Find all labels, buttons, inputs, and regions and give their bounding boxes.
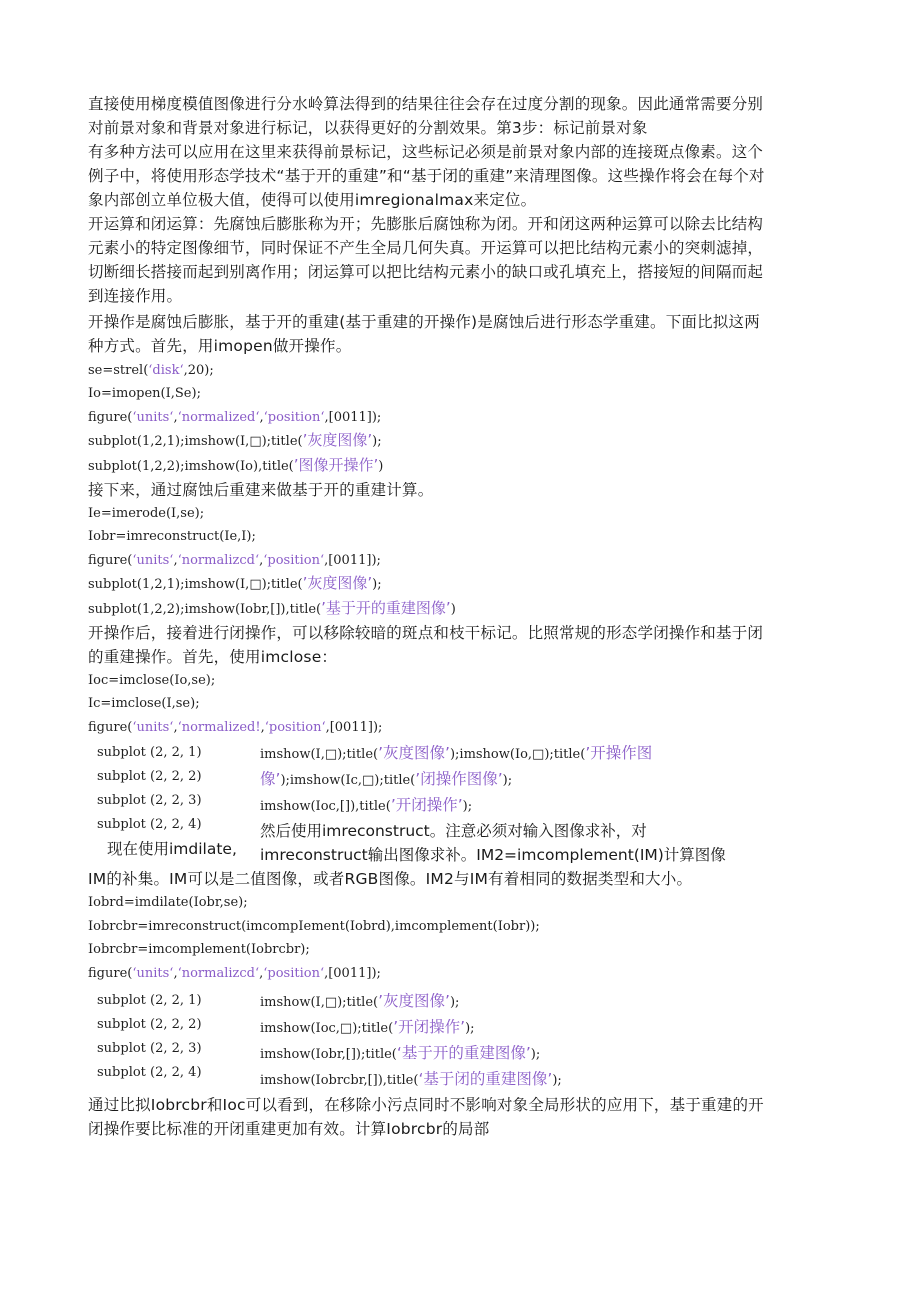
code-line: Iobr=imreconstruct(Ie,I); [88, 529, 256, 545]
subplot-cell: subplot (2, 2, 1) [97, 992, 202, 1008]
imshow-line: imshow(Iobrcbr,[]),title(‘基于闭的重建图像’); [260, 1069, 562, 1088]
paragraph-erode-reconstruct: 接下来，通过腐蚀后重建来做基于开的重建计算。 [88, 481, 434, 500]
document-page [88, 92, 768, 1141]
subplot-cell: subplot (2, 2, 2) [97, 1016, 202, 1032]
subplot-cell: subplot (2, 2, 4) [97, 817, 202, 833]
paragraph-imcomplement: IM的补集。IM可以是二值图像，或者RGB图像。IM2与IM有着相同的数据类型和大小。 [88, 870, 693, 889]
code-line: Iobrd=imdilate(Iobr,se); [88, 895, 248, 911]
subplot-cell: subplot (2, 2, 4) [97, 1064, 202, 1080]
imshow-column [260, 989, 768, 1093]
subplot-column [88, 989, 260, 1093]
paragraph-open-reconstruct: 开操作是腐蚀后膨胀，基于开的重建(基于重建的开操作)是腐蚀后进行形态学重建。下面比拟这两种方式。首先，用imopen做开操作。 [88, 313, 760, 355]
imshow-line: imshow(Ioc,[]),title(’开闭操作’); [260, 796, 473, 815]
code-line: Ioc=imclose(Io,se); [88, 673, 216, 689]
imshow-line: imshow(I,□);title(’灰度图像’); [260, 991, 460, 1010]
paragraph-foreground-markers: 有多种方法可以应用在这里来获得前景标记，这些标记必须是前景对象内部的连接斑点像素。这个例子中，将使用形态学技术“基于开的重建”和“基于闭的重建”来清理图像。这些操作将会在每个对象内部创立单位极大值，使得可以使用imregionalmax来定位。 [88, 143, 765, 209]
code-block-reconstruct [88, 502, 768, 621]
code-line: subplot(1,2,2);imshow(Iobr,[]),title(’基于开的重建图像’) [88, 598, 456, 617]
code-block-close [88, 669, 768, 739]
code-line: Io=imopen(I,Se); [88, 386, 201, 402]
paragraph-close-operation: 开操作后，接着进行闭操作，可以移除较暗的斑点和枝干标记。比照常规的形态学闭操作和基于闭的重建操作。首先，使用imclose： [88, 624, 764, 667]
imcomplement-note: imreconstruct输出图像求补。IM2=imcomplement(IM)计算图像 [260, 846, 726, 865]
paragraph-open-close: 开运算和闭运算：先腐蚀后膨胀称为开；先膨胀后腐蚀称为闭。开和闭这两种运算可以除去比结构元素小的特定图像细节，同时保证不产生全局几何失真。开运算可以把比结构元素小的突刺滤掉，切断细长搭接而起到别离作用；闭运算可以把比结构元素小的缺口或孔填充上，搭接短的间隔而起到连接作用。 [88, 215, 764, 305]
code-line: Iobrcbr=imcomplement(Iobrcbr); [88, 942, 310, 958]
imshow-column [260, 741, 768, 867]
code-line: se=strel(‘disk‘,20); [88, 363, 214, 378]
code-line: figure(‘units‘,‘normalized!,‘position‘,[0011]); [88, 719, 383, 735]
code-line: subplot(1,2,1);imshow(I,□);title(’灰度图像’); [88, 574, 382, 593]
imshow-line: imshow(I,□);title(’灰度图像’);imshow(Io,□);title(’开操作图 [260, 744, 653, 763]
imdilate-note: 现在使用imdilate, [107, 840, 237, 859]
paragraph-intro: 直接使用梯度模值图像进行分水岭算法得到的结果往往会存在过度分割的现象。因此通常需要分别对前景对象和背景对象进行标记，以获得更好的分割效果。第3步：标记前景对象 [88, 95, 764, 137]
subplot-table-2 [88, 989, 768, 1093]
subplot-cell: subplot (2, 2, 2) [97, 769, 202, 785]
code-block-open [88, 359, 768, 478]
subplot-cell: subplot (2, 2, 1) [97, 745, 202, 761]
code-line: subplot(1,2,1);imshow(I,□);title(’灰度图像’); [88, 431, 382, 450]
subplot-cell: subplot (2, 2, 3) [97, 793, 202, 809]
code-line: subplot(1,2,2);imshow(Io),title(’图像开操作’) [88, 455, 384, 474]
code-line: Iobrcbr=imreconstruct(imcompIement(Iobrd),imcomplement(Iobr)); [88, 918, 540, 934]
imshow-line: imshow(Ioc,□);title(’开闭操作’); [260, 1017, 475, 1036]
code-line: figure(‘units‘,‘normalized‘,‘position‘,[0011]); [88, 409, 382, 425]
imshow-line: imshow(Iobr,[]);title(‘基于开的重建图像’); [260, 1043, 541, 1062]
paragraph-conclusion: 通过比拟Iobrcbr和Ioc可以看到，在移除小污点同时不影响对象全局形状的应用下，基于重建的开闭操作要比标准的开闭重建更加有效。计算Iobrcbr的局部 [88, 1095, 764, 1138]
subplot-column [88, 741, 260, 867]
code-line: Ic=imclose(I,se); [88, 696, 200, 712]
code-line: figure(‘units‘,‘normalizcd‘,‘position‘,[0011]); [88, 965, 381, 981]
code-line: Ie=imerode(I,se); [88, 506, 205, 522]
subplot-cell: subplot (2, 2, 3) [97, 1040, 202, 1056]
imreconstruct-note: 然后使用imreconstruct。注意必须对输入图像求补，对 [260, 822, 647, 841]
code-line: figure(‘units‘,‘normalizcd‘,‘position‘,[0011]); [88, 552, 381, 568]
imshow-line: 像’);imshow(Ic,□);title(’闭操作图像’); [260, 770, 513, 789]
subplot-table-1 [88, 741, 768, 867]
code-block-dilate [88, 891, 768, 985]
